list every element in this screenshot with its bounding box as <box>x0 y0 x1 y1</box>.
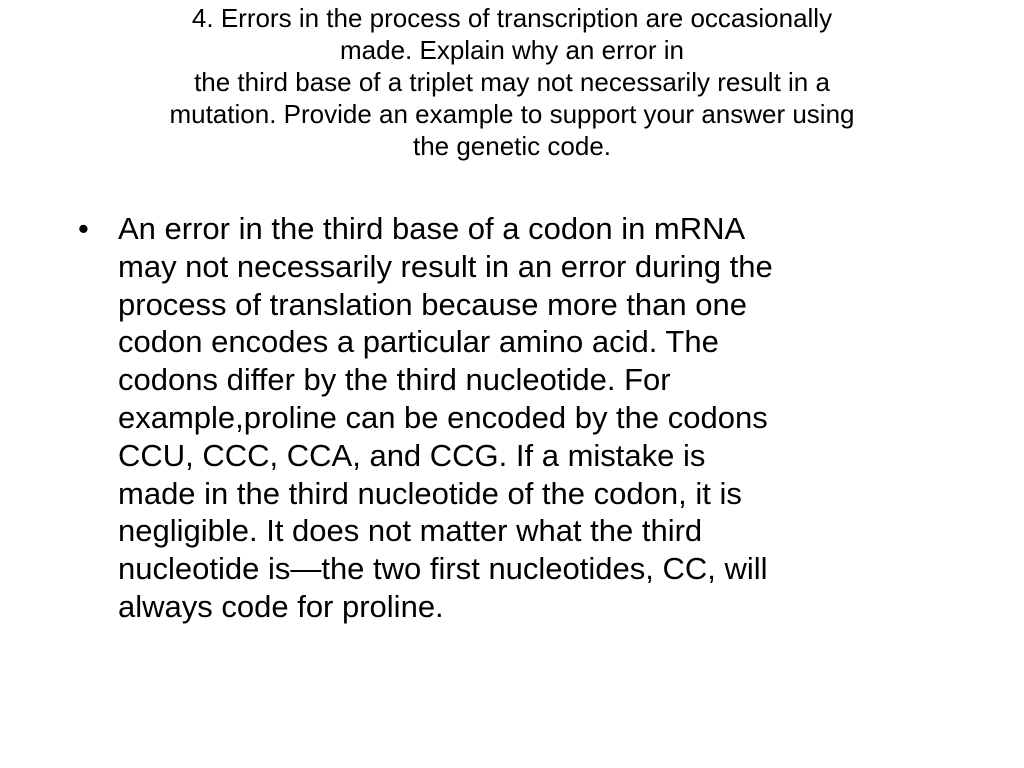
bullet-line: example,proline can be encoded by the codons <box>118 399 768 435</box>
title-line: the third base of a triplet may not necessarily result in a <box>194 67 830 97</box>
bullet-line: An error in the third base of a codon in mRNA <box>118 211 746 246</box>
bullet-line: negligible. It does not matter what the third <box>118 513 703 549</box>
title-line: 4. Errors in the process of transcription are occasionally <box>191 3 833 33</box>
title-line: mutation. Provide an example to support your answer using <box>169 99 855 129</box>
slide-title <box>40 2 984 162</box>
bullet-line: nucleotide is—the two first nucleotides, CC, will <box>118 551 768 587</box>
title-line: made. Explain why an error in <box>340 35 684 65</box>
bullet-line: codons differ by the third nucleotide. For <box>118 362 671 398</box>
bullet-line: CCU, CCC, CCA, and CCG. If a mistake is <box>118 437 706 473</box>
title-line: the genetic code. <box>412 131 612 161</box>
bullet-item <box>78 210 978 626</box>
bullet-line: always code for proline. <box>118 588 444 624</box>
bullet-list <box>78 210 978 626</box>
bullet-point-icon: • <box>78 211 89 246</box>
bullet-line: made in the third nucleotide of the codon, it is <box>118 475 742 511</box>
bullet-line: process of translation because more than one <box>118 286 747 322</box>
bullet-line: may not necessarily result in an error during the <box>118 248 773 284</box>
bullet-line: codon encodes a particular amino acid. The <box>118 324 719 360</box>
